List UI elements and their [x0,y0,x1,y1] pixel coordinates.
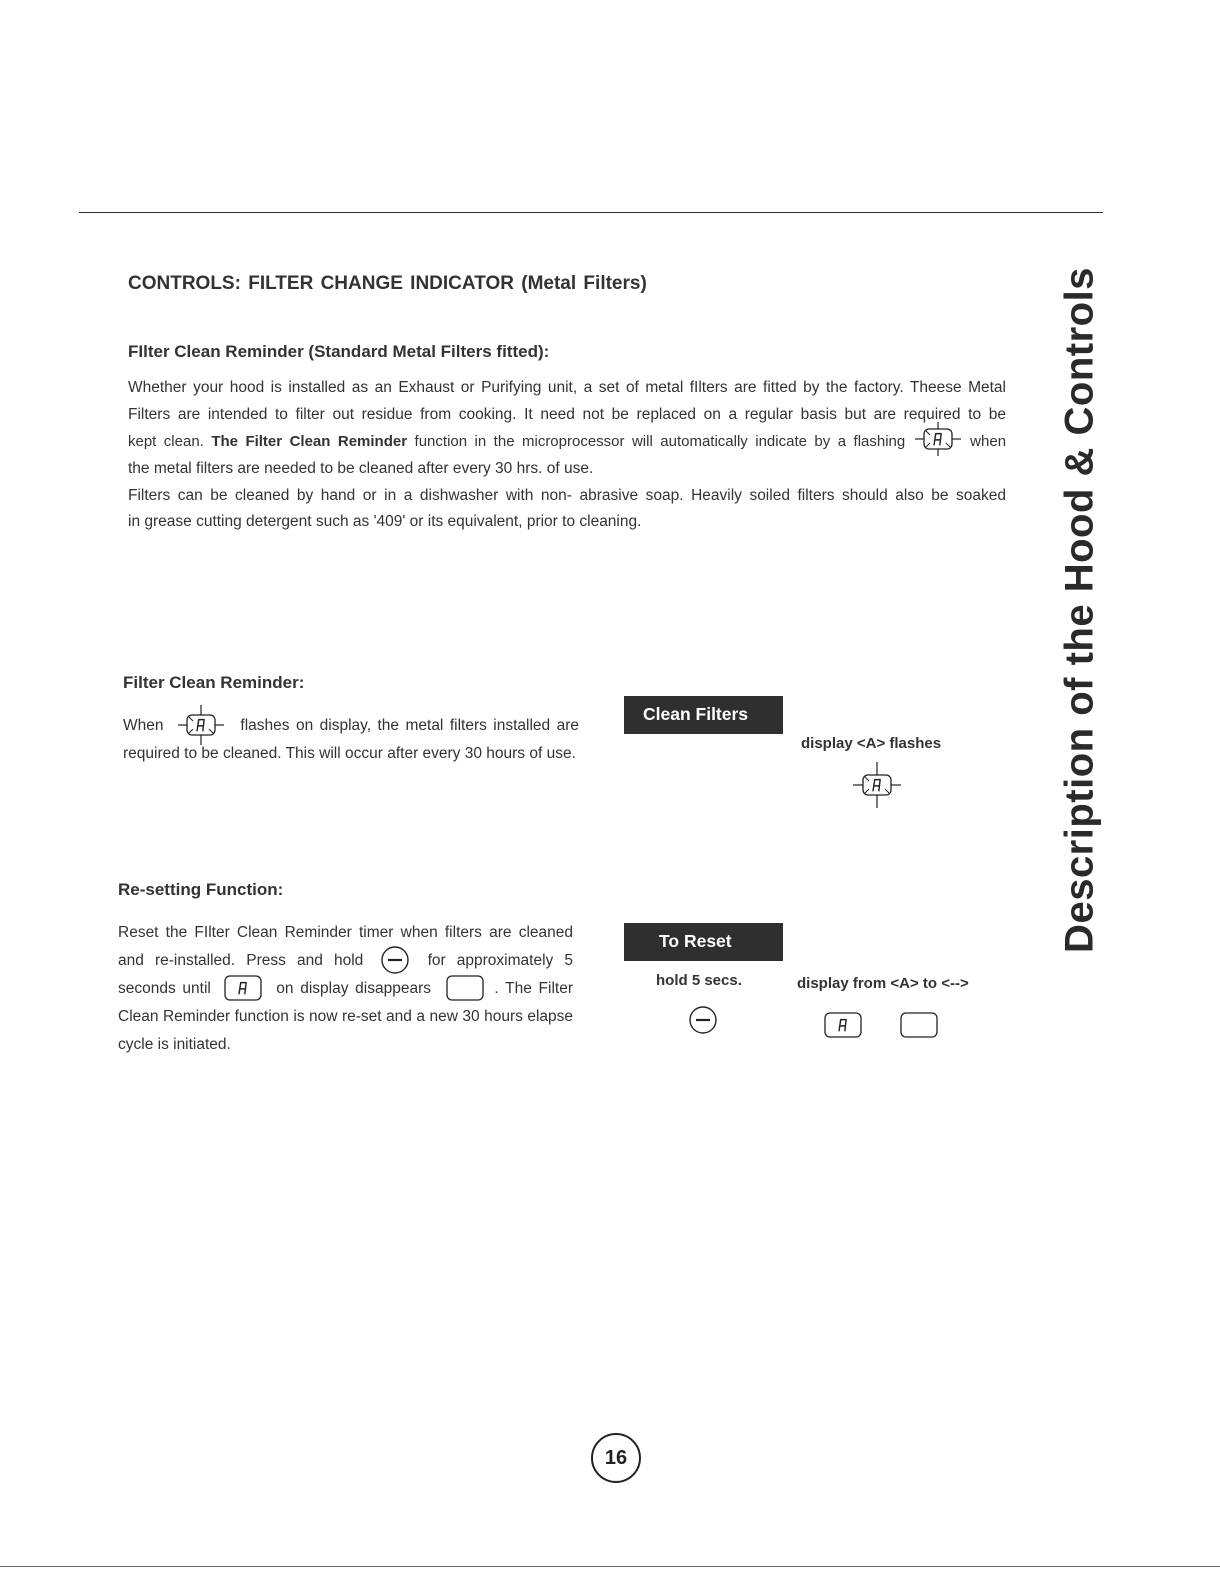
header-rule [79,212,1103,213]
clean-filters-label: Clean Filters [624,696,783,734]
display-flashes-caption: display <A> flashes [801,735,942,752]
resetting-text: for approximately 5 seconds until [118,952,574,997]
resetting-paragraph [118,919,573,1059]
page-heading: CONTROLS: FILTER CHANGE INDICATOR (Metal Filters) [128,273,647,294]
flashing-a-display-icon [853,762,901,808]
flashing-a-display-icon [178,705,224,745]
intro-line [128,428,1006,456]
footer-rule [0,1566,1220,1567]
flashing-a-display-icon [915,422,961,456]
to-reset-label: To Reset [624,923,783,961]
hold-seconds-caption: hold 5 secs. [656,972,742,989]
intro-line: the metal filters are needed to be cleaned after every 30 hrs. of use. [128,460,594,477]
resetting-heading: Re-setting Function: [118,880,284,899]
display-change-caption: display from <A> to <--> [797,975,969,992]
intro-line: Whether your hood is installed as an Exhaust or Purifying unit, a set of metal fIlters are fitted by the factory. Theese Metal [128,379,1006,396]
intro-line: Filters can be cleaned by hand or in a dishwasher with non- abrasive soap. Heavily soiled filters should also be soaked [128,486,1006,504]
section-side-title: Description of the Hood & Controls [1057,267,1102,953]
minus-button-icon [380,945,410,975]
resetting-text: on display disappears [276,980,431,997]
resetting-text: . The Filter Clean Reminder function is now re-set and a new 30 hours elapse cycle is initiated. [118,980,573,1053]
a-display-icon [224,975,262,1001]
intro-text: function in the microprocessor will automatically indicate by a flashing [414,432,906,450]
clean-reminder-heading: Filter Clean Reminder: [123,673,305,692]
clean-reminder-paragraph [123,712,579,768]
intro-text: kept clean. [128,432,204,450]
intro-text: when [970,432,1007,450]
a-display-icon [824,1012,862,1038]
blank-display-icon [900,1012,938,1038]
filter-reminder-heading: FIlter Clean Reminder (Standard Metal Filters fitted): [128,342,550,361]
intro-bold-text: The Filter Clean Reminder [211,432,408,450]
page-number: 16 [591,1433,641,1483]
clean-reminder-text: flashes on display, the metal filters installed are required to be cleaned. This will occur after every 30 hours of use. [123,717,580,762]
clean-reminder-text: When [123,717,164,734]
resetting-text: Reset the FIlter Clean Reminder timer when filters are cleaned and re-installed. Press and hold [118,924,573,969]
blank-display-icon [446,975,484,1001]
intro-line: Filters are intended to filter out residue from cooking. It need not be replaced on a regular basis but are required to be [128,405,1006,423]
filter-reminder-paragraph [128,375,1006,536]
intro-line: in grease cutting detergent such as '409' or its equivalent, prior to cleaning. [128,513,642,530]
minus-button-icon [688,1005,718,1035]
